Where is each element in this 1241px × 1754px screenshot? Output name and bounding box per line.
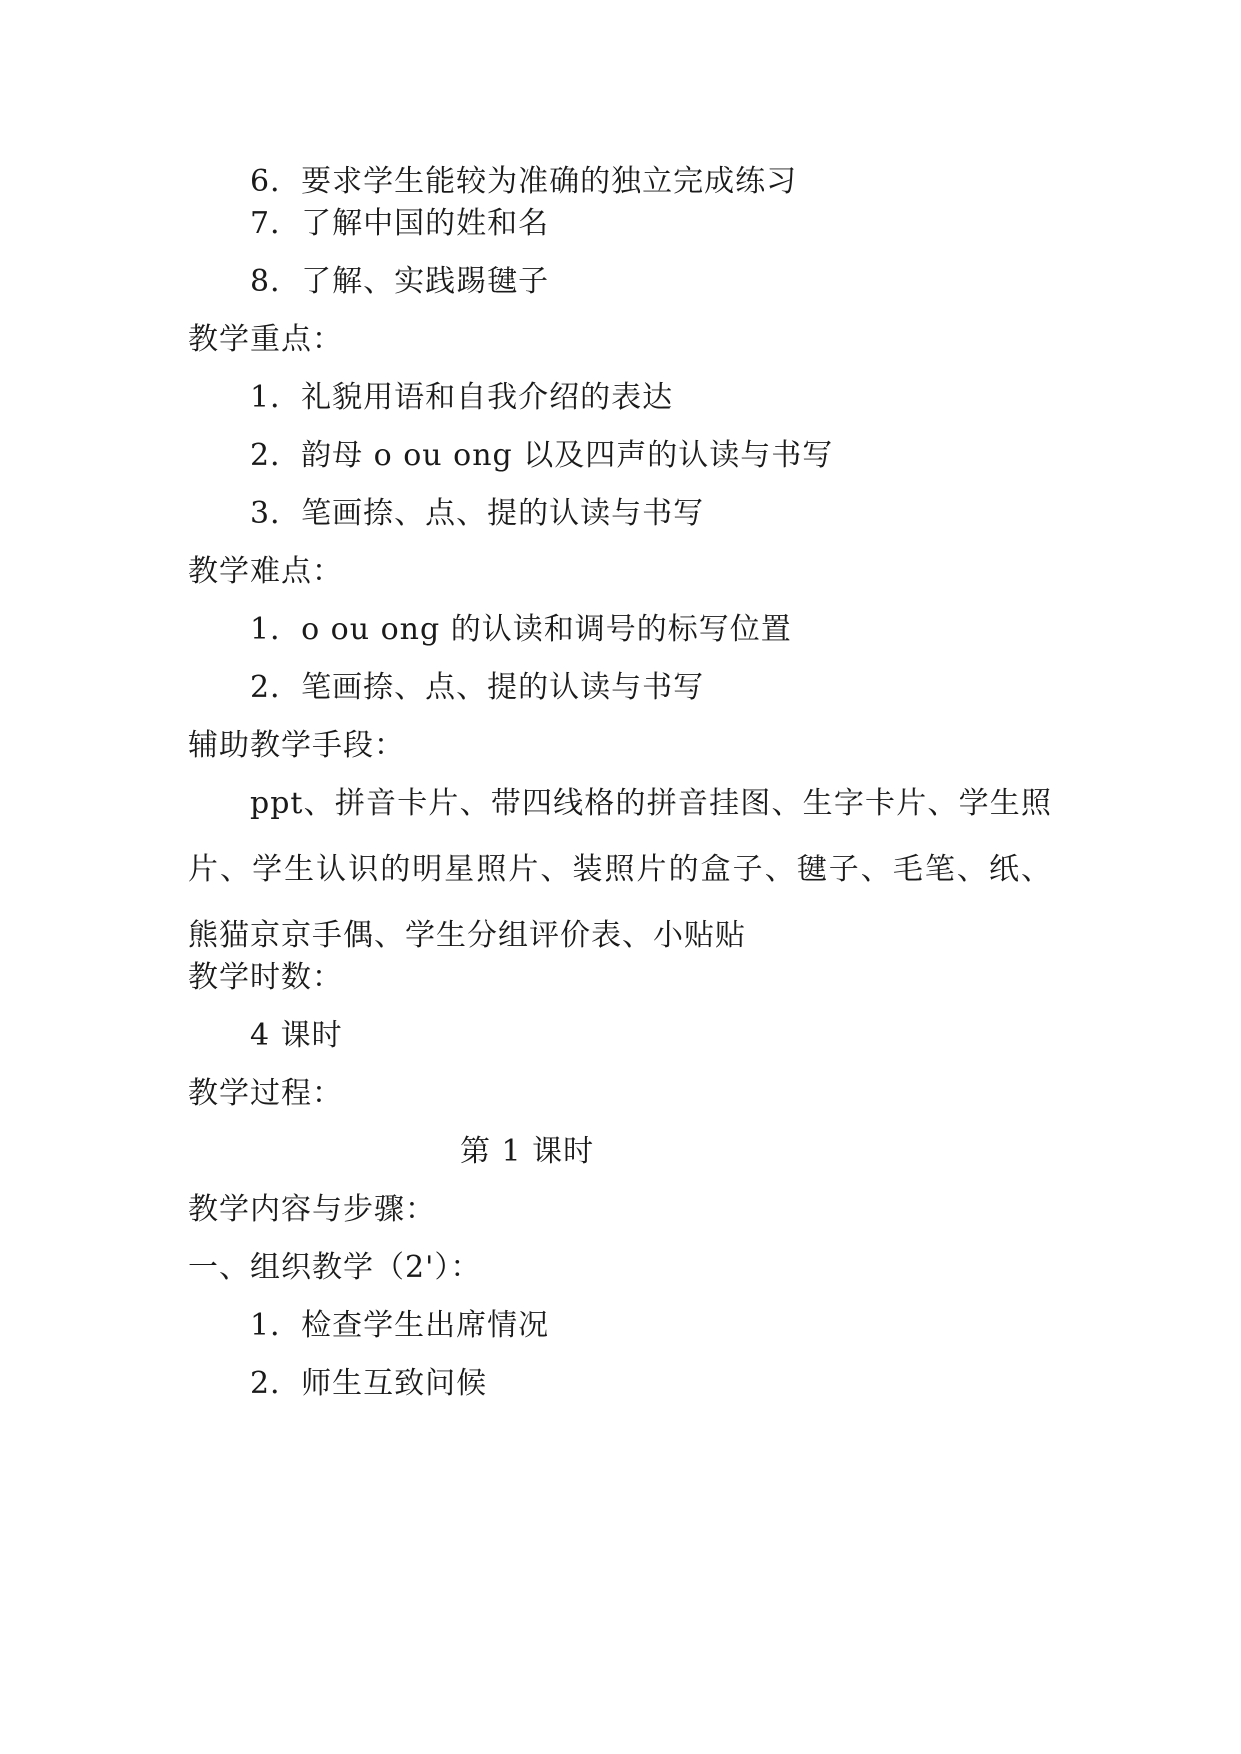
difficult-points-heading: 教学难点： — [188, 554, 343, 589]
difficult-point-item-2: 2．笔画捺、点、提的认读与书写 — [250, 670, 705, 705]
teaching-aids-text: ppt、拼音卡片、带四线格的拼音挂图、生字卡片、学生照片、学生认识的明星照片、装照片的盒子、毽子、毛笔、纸、熊猫京京手偶、学生分组评价表、小贴贴 — [188, 786, 1052, 953]
section-title: 一、组织教学（2'）： — [188, 1250, 482, 1285]
difficult-point-item-1: 1．o ou ong 的认读和调号的标写位置 — [250, 612, 792, 647]
objective-item-8: 8．了解、实践踢毽子 — [250, 264, 550, 299]
content-steps-heading: 教学内容与步骤： — [188, 1192, 436, 1227]
teaching-aids-heading: 辅助教学手段： — [188, 728, 405, 763]
key-point-item-3: 3．笔画捺、点、提的认读与书写 — [250, 496, 705, 531]
teaching-process-heading: 教学过程： — [188, 1076, 343, 1111]
teaching-hours-heading: 教学时数： — [188, 960, 343, 995]
objective-item-7: 7．了解中国的姓和名 — [250, 206, 550, 241]
process-item-1: 1．检查学生出席情况 — [250, 1308, 550, 1343]
key-points-heading: 教学重点： — [188, 322, 343, 357]
key-point-item-1: 1．礼貌用语和自我介绍的表达 — [250, 380, 674, 415]
process-item-2: 2．师生互致问候 — [250, 1366, 488, 1401]
teaching-hours-value: 4 课时 — [250, 1018, 343, 1053]
lesson-title: 第 1 课时 — [460, 1134, 595, 1169]
objective-item-6: 6．要求学生能较为准确的独立完成练习 — [250, 164, 798, 199]
key-point-item-2: 2．韵母 o ou ong 以及四声的认读与书写 — [250, 438, 834, 473]
